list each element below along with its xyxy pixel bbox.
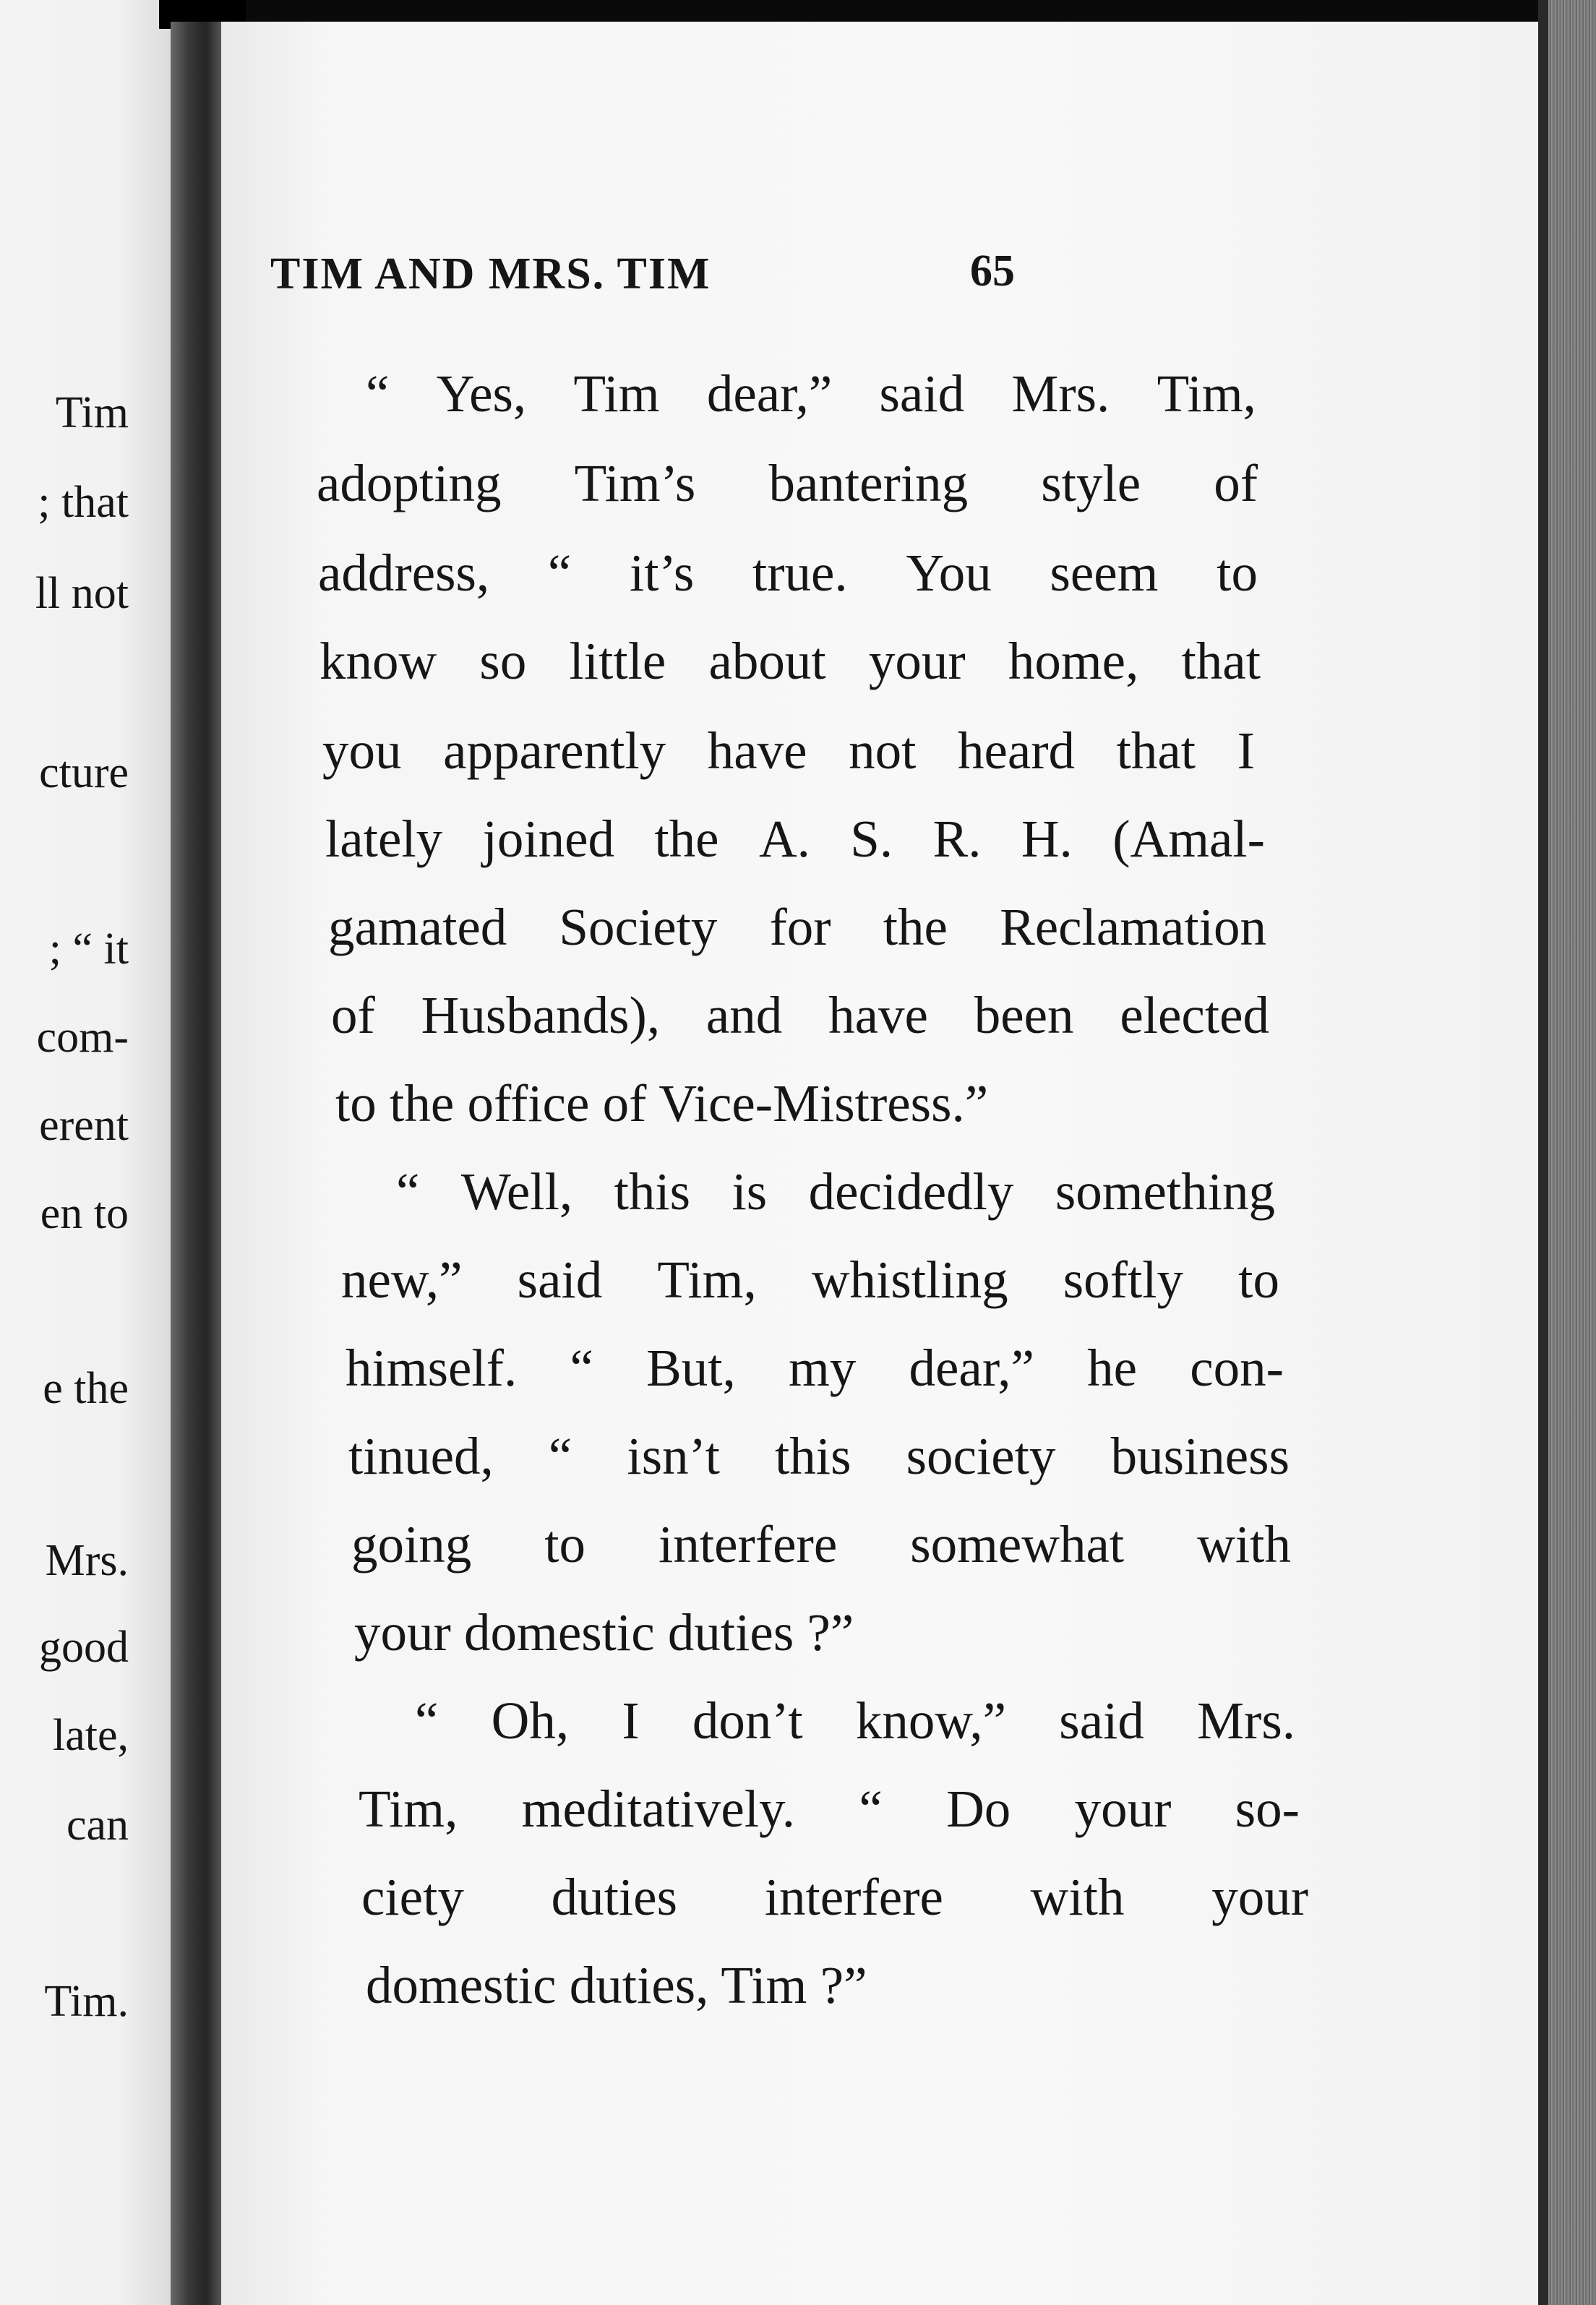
body-word: Yes, <box>436 364 527 423</box>
body-word: “ <box>570 1339 593 1397</box>
body-word: meditatively. <box>521 1780 796 1838</box>
left-page-line: cture <box>39 748 129 797</box>
body-word: style <box>1041 454 1141 512</box>
body-word: with <box>1197 1515 1291 1574</box>
body-word: heard <box>957 721 1076 780</box>
body-word: Mrs. <box>1197 1691 1295 1750</box>
body-line <box>318 544 1258 602</box>
body-line <box>325 810 1265 868</box>
body-word: duties <box>551 1868 677 1926</box>
body-line <box>319 632 1261 690</box>
body-word: A. <box>758 810 810 868</box>
body-word: Tim’s <box>574 454 696 512</box>
body-word: said <box>879 364 965 423</box>
body-word: that <box>1181 632 1261 690</box>
body-word: Society <box>559 898 718 956</box>
body-line <box>328 898 1266 956</box>
body-line <box>366 364 1256 423</box>
body-word: con- <box>1190 1339 1284 1397</box>
body-line <box>351 1515 1291 1574</box>
body-word: Mrs. <box>1011 364 1110 423</box>
body-word: with <box>1030 1868 1125 1926</box>
body-word: I <box>1237 721 1255 780</box>
body-word: to <box>544 1515 586 1574</box>
body-word: new,” <box>341 1250 463 1309</box>
body-word: of <box>1214 454 1258 512</box>
body-word: I <box>622 1691 640 1750</box>
running-head-title: TIM AND MRS. TIM <box>270 249 711 299</box>
body-line: your domestic duties ?” <box>354 1603 854 1662</box>
body-word: your <box>868 632 966 690</box>
body-line <box>348 1427 1290 1485</box>
body-word: of <box>331 986 375 1044</box>
body-word: to <box>1238 1250 1279 1309</box>
body-word: interfere <box>658 1515 838 1574</box>
body-word: seem <box>1050 544 1159 602</box>
body-word: lately <box>325 810 443 868</box>
body-word: somewhat <box>910 1515 1125 1574</box>
body-line <box>341 1250 1279 1309</box>
body-word: home, <box>1008 632 1139 690</box>
body-word: “ <box>415 1691 439 1750</box>
body-word: that <box>1116 721 1196 780</box>
body-word: my <box>789 1339 857 1397</box>
body-word: adopting <box>317 454 502 512</box>
left-page-line: erent <box>39 1101 129 1150</box>
left-page-line: late, <box>53 1711 129 1760</box>
left-page-line: good <box>39 1623 129 1672</box>
body-word: whistling <box>811 1250 1008 1309</box>
body-word: Oh, <box>491 1691 570 1750</box>
body-word: something <box>1055 1162 1275 1221</box>
body-word: H. <box>1021 810 1073 868</box>
left-page-line: Tim <box>55 388 129 437</box>
body-line <box>322 721 1255 780</box>
body-word: “ <box>396 1162 420 1221</box>
body-word: Husbands), <box>421 986 661 1044</box>
body-word: Tim, <box>1157 364 1256 423</box>
body-word: ciety <box>361 1868 464 1926</box>
body-word: about <box>708 632 826 690</box>
body-word: going <box>351 1515 472 1574</box>
body-word: for <box>769 898 831 956</box>
body-word: address, <box>318 544 490 602</box>
body-word: Reclamation <box>1000 898 1266 956</box>
left-page-line: can <box>66 1800 129 1850</box>
body-word: “ <box>366 364 390 423</box>
left-page-line: ; “ it <box>48 924 129 974</box>
body-word: himself. <box>346 1339 518 1397</box>
binding-gutter <box>171 22 221 2305</box>
body-word: have <box>707 721 807 780</box>
body-line <box>359 1780 1300 1838</box>
body-word: not <box>849 721 917 780</box>
body-word: Tim, <box>359 1780 458 1838</box>
body-word: isn’t <box>627 1427 720 1485</box>
body-word: “ <box>548 1427 572 1485</box>
body-word: said <box>1059 1691 1144 1750</box>
left-page-line: en to <box>40 1189 129 1238</box>
body-word: Tim, <box>657 1250 757 1309</box>
body-line <box>361 1868 1308 1926</box>
left-page-line: ; that <box>38 478 129 527</box>
body-word: joined <box>482 810 614 868</box>
body-word: is <box>732 1162 768 1221</box>
body-word: know <box>319 632 437 690</box>
body-word: society <box>906 1427 1056 1485</box>
body-word: the <box>883 898 948 956</box>
body-line <box>396 1162 1275 1221</box>
body-word: so <box>479 632 527 690</box>
body-word: don’t <box>692 1691 803 1750</box>
left-page-line: Tim. <box>44 1977 129 2026</box>
body-word: this <box>614 1162 691 1221</box>
body-word: your <box>1211 1868 1308 1926</box>
body-word: “ <box>547 544 572 602</box>
body-word: S. <box>850 810 893 868</box>
body-word: and <box>705 986 783 1044</box>
page-edge-shadow <box>1538 0 1548 2305</box>
body-line <box>331 986 1269 1044</box>
page-number: 65 <box>970 246 1015 296</box>
body-word: he <box>1087 1339 1137 1397</box>
body-word: “ <box>859 1780 883 1838</box>
body-word: Do <box>946 1780 1011 1838</box>
body-word: elected <box>1120 986 1269 1044</box>
body-word: decidedly <box>808 1162 1014 1221</box>
body-word: it’s <box>629 544 695 602</box>
body-word: (Amal- <box>1112 810 1265 868</box>
body-line: domestic duties, Tim ?” <box>366 1956 867 2014</box>
body-word: so- <box>1235 1780 1300 1838</box>
body-word: the <box>654 810 719 868</box>
body-word: You <box>906 544 992 602</box>
body-word: Well, <box>460 1162 573 1221</box>
body-word: R. <box>932 810 982 868</box>
body-word: interfere <box>764 1868 943 1926</box>
body-word: dear,” <box>909 1339 1034 1397</box>
body-word: said <box>517 1250 603 1309</box>
body-word: apparently <box>443 721 666 780</box>
body-word: Tim <box>573 364 660 423</box>
body-word: you <box>322 721 402 780</box>
body-word: But, <box>646 1339 736 1397</box>
body-word: bantering <box>768 454 969 512</box>
body-word: true. <box>752 544 848 602</box>
body-word: have <box>828 986 928 1044</box>
left-page-line: com- <box>36 1013 129 1062</box>
body-word: gamated <box>328 898 507 956</box>
left-page-line: e the <box>43 1364 129 1413</box>
body-word: to <box>1217 544 1258 602</box>
body-word: this <box>775 1427 851 1485</box>
body-line <box>317 454 1258 512</box>
body-line <box>346 1339 1284 1397</box>
body-word: your <box>1074 1780 1172 1838</box>
left-page-line: ll not <box>35 569 129 618</box>
left-page-line: Mrs. <box>45 1536 129 1585</box>
body-word: softly <box>1063 1250 1184 1309</box>
body-line <box>415 1691 1295 1750</box>
left-facing-page <box>0 0 171 2305</box>
body-line: to the office of Vice-Mistress.” <box>335 1074 989 1133</box>
body-word: little <box>569 632 666 690</box>
body-word: know,” <box>855 1691 1007 1750</box>
body-word: tinued, <box>348 1427 494 1485</box>
body-word: dear,” <box>706 364 833 423</box>
body-word: business <box>1110 1427 1290 1485</box>
body-word: been <box>974 986 1074 1044</box>
